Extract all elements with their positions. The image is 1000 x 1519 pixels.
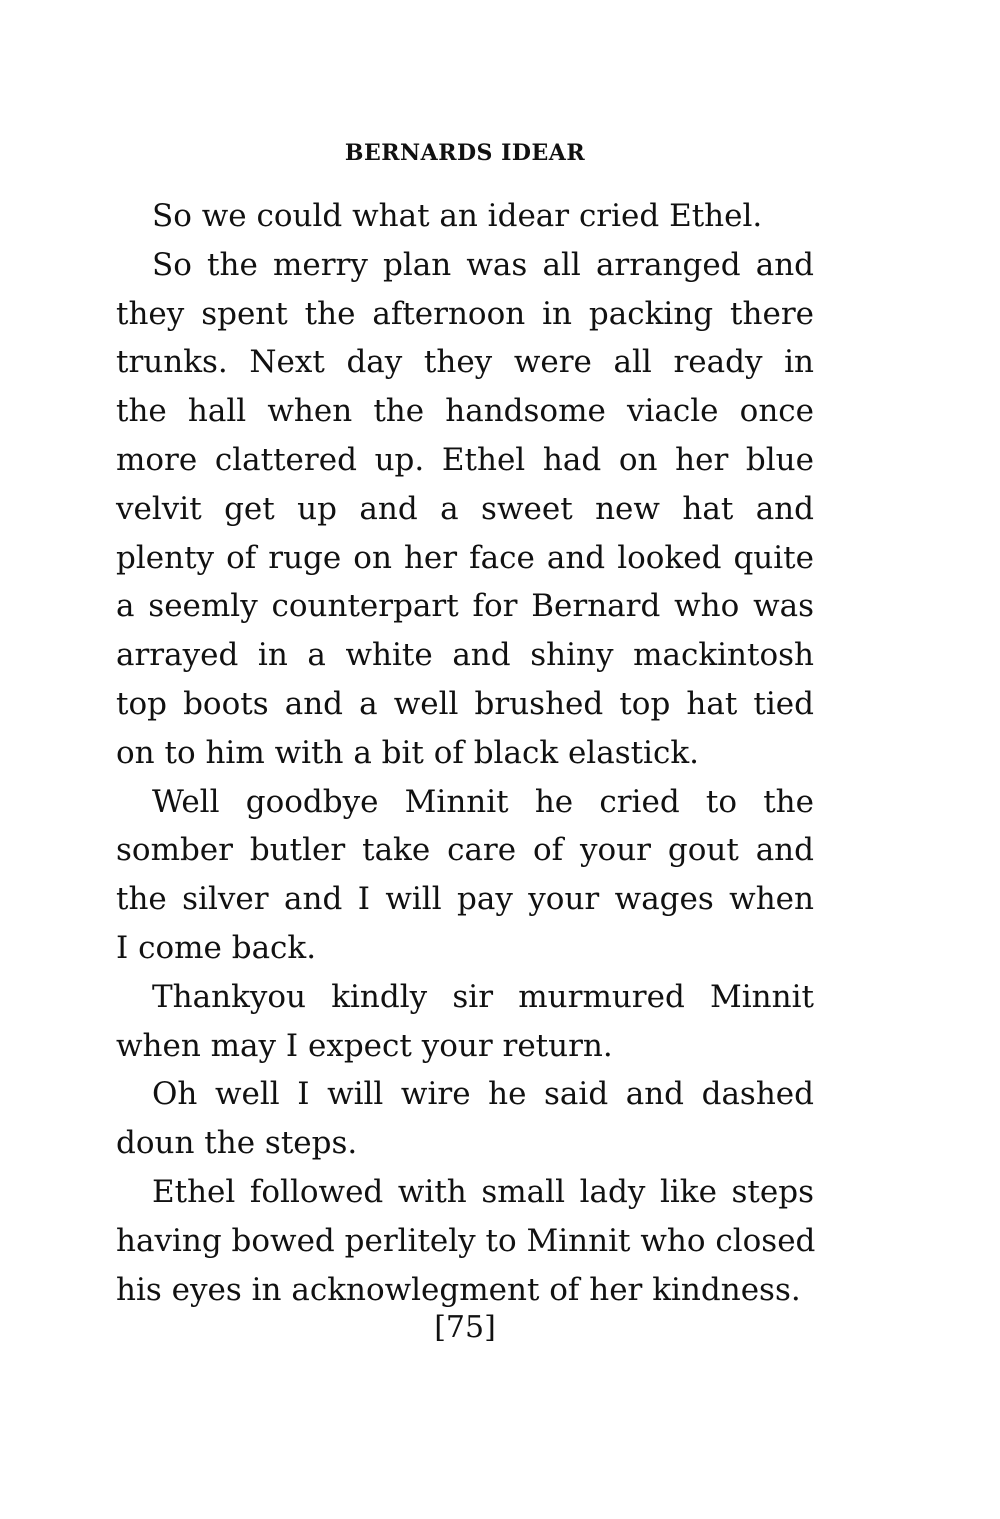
text-line: on to him with a bit of black elastick. bbox=[116, 734, 699, 771]
text-line: doun the steps. bbox=[116, 1125, 358, 1162]
text-line: when may I expect your return. bbox=[116, 1027, 613, 1064]
text-line: more clattered up. Ethel had on her blue bbox=[116, 441, 814, 478]
text-line: having bowed perlitely to Minnit who closed bbox=[116, 1222, 816, 1259]
page-number: [75] bbox=[434, 1310, 496, 1345]
paragraph bbox=[116, 192, 814, 241]
text-line: trunks. Next day they were all ready in bbox=[116, 344, 814, 381]
paragraph bbox=[116, 1070, 814, 1168]
text-line: they spent the afternoon in packing there bbox=[116, 295, 814, 332]
text-line: the hall when the handsome viacle once bbox=[116, 393, 814, 430]
running-head: BERNARDS IDEAR bbox=[344, 140, 586, 166]
text-line: Thankyou kindly sir murmured Minnit bbox=[152, 978, 814, 1015]
text-line: velvit get up and a sweet new hat and bbox=[116, 490, 814, 527]
text-line: So the merry plan was all arranged and bbox=[152, 246, 814, 283]
text-line: So we could what an idear cried Ethel. bbox=[152, 198, 763, 234]
text-line: Ethel followed with small lady like steps bbox=[152, 1173, 814, 1210]
text-line: plenty of ruge on her face and looked quite bbox=[116, 539, 814, 576]
paragraph bbox=[116, 1168, 814, 1314]
paragraph bbox=[116, 973, 814, 1071]
text-line: the silver and I will pay your wages when bbox=[116, 881, 814, 918]
text-line: Well goodbye Minnit he cried to the bbox=[152, 783, 814, 820]
text-line: his eyes in acknowlegment of her kindness. bbox=[116, 1271, 801, 1308]
text-line: a seemly counterpart for Bernard who was bbox=[116, 588, 814, 625]
text-line: top boots and a well brushed top hat tied bbox=[116, 685, 814, 722]
body-text bbox=[116, 192, 814, 1314]
text-line: arrayed in a white and shiny mackintosh bbox=[116, 637, 814, 674]
text-line: I come back. bbox=[116, 929, 317, 966]
text-line: somber butler take care of your gout and bbox=[116, 832, 814, 869]
text-line: Oh well I will wire he said and dashed bbox=[152, 1076, 814, 1113]
paragraph bbox=[116, 241, 814, 778]
paragraph bbox=[116, 778, 814, 973]
